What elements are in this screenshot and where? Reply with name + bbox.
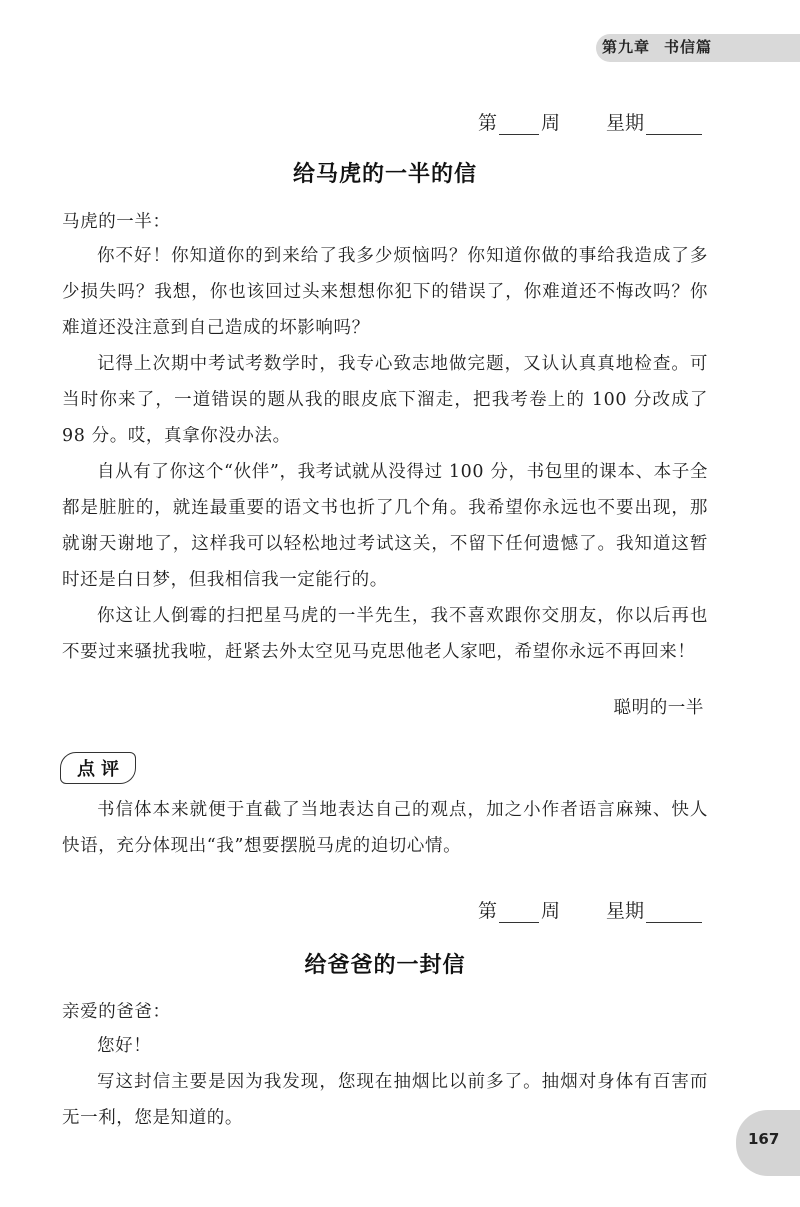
page-number: 167 (748, 1130, 780, 1148)
week-blank (499, 904, 539, 923)
letter-title: 给马虎的一半的信 (292, 162, 477, 187)
paragraph: 你不好！你知道你的到来给了我多少烦恼吗？你知道你做的事给我造成了多少损失吗？我想，你也该回过头来想想你犯下的错误了，你难道还不悔改吗？你难道还没注意到自己造成的坏影响吗？ (62, 246, 708, 338)
paragraph: 写这封信主要是因为我发现，您现在抽烟比以前多了。抽烟对身体有百害而无一利，您是知道的。 (62, 1072, 708, 1128)
letter-title: 给爸爸的一封信 (304, 953, 466, 978)
week-label: 周 (540, 112, 560, 134)
comment-badge: 点评 (60, 752, 136, 784)
letter-body (62, 1028, 708, 1136)
chapter-section: 书信篇 (664, 38, 713, 56)
day-label: 星期 (605, 900, 644, 922)
day-blank (646, 904, 702, 923)
week-day-line (478, 896, 704, 923)
chapter-header (602, 36, 712, 57)
letter-salutation: 马虎的一半： (62, 212, 171, 232)
week-prefix: 第 (477, 112, 497, 134)
chapter-number: 第九章 (602, 38, 651, 56)
day-blank (646, 116, 702, 135)
day-label: 星期 (605, 112, 644, 134)
week-blank (499, 116, 539, 135)
letter-signature: 聪明的一半 (613, 698, 704, 718)
week-day-line (478, 108, 704, 135)
letter-body (62, 238, 708, 670)
comment-text: 书信体本来就便于直截了当地表达自己的观点，加之小作者语言麻辣、快人快语，充分体现出“我”想要摆脱马虎的迫切心情。 (62, 800, 708, 856)
paragraph: 你这让人倒霉的扫把星马虎的一半先生，我不喜欢跟你交朋友，你以后再也不要过来骚扰我啦，赶紧去外太空见马克思他老人家吧，希望你永远不再回来！ (62, 606, 708, 662)
paragraph: 自从有了你这个“伙伴”，我考试就从没得过 100 分，书包里的课本、本子全都是脏脏的，就连最重要的语文书也折了几个角。我希望你永远也不要出现，那就谢天谢地了，这样我可以轻松地过考试这关，不留下任何遗憾了。我知道这暂时还是白日梦，但我相信我一定能行的。 (62, 462, 708, 590)
letter-salutation: 亲爱的爸爸： (62, 1002, 171, 1022)
week-label: 周 (540, 900, 560, 922)
week-prefix: 第 (477, 900, 497, 922)
paragraph: 记得上次期中考试考数学时，我专心致志地做完题，又认认真真地检查。可当时你来了，一道错误的题从我的眼皮底下溜走，把我考卷上的 100 分改成了 98 分。哎，真拿你没办法。 (62, 354, 708, 446)
letter-greeting: 您好！ (97, 1036, 152, 1056)
